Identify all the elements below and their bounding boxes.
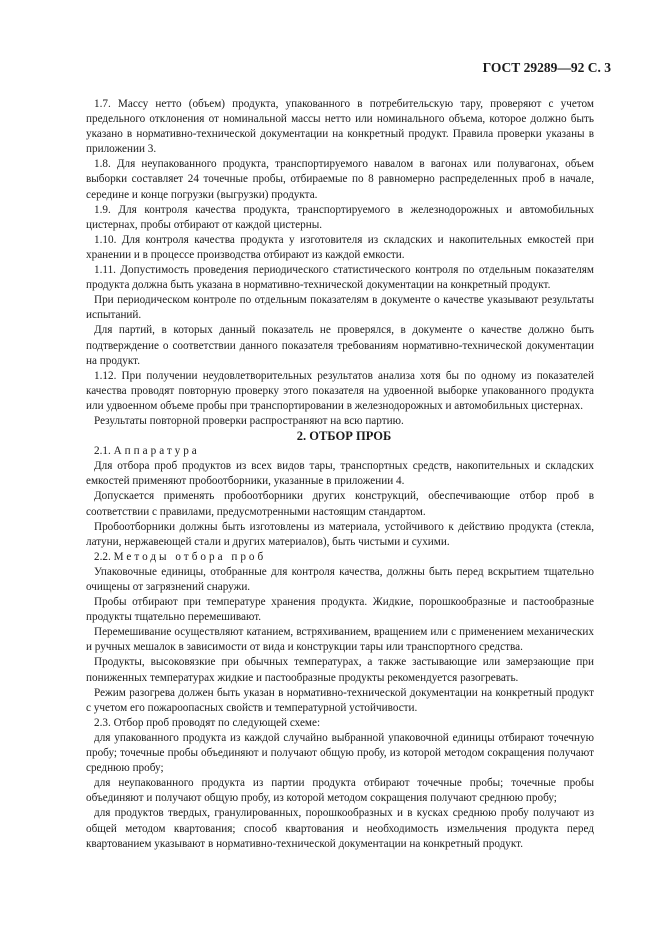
subsection-title: Методы отбора проб bbox=[113, 550, 267, 563]
subsection-number: 2.2. bbox=[94, 550, 114, 563]
paragraph-group-methods bbox=[86, 565, 594, 852]
paragraph: Допускается применять пробоотборники других конструкций, обеспечивающие отбор проб в соответствии с правилами, предусмотренными настоящим стандартом. bbox=[86, 490, 594, 518]
paragraph-group-apparatus bbox=[86, 459, 594, 550]
paragraph: для упакованного продукта из каждой случайно выбранной упаковочной единицы отбирают точечную пробу; точечные пробы объединяют и получают общую пробу, из которой методом сокращения получают среднюю пробу; bbox=[86, 731, 594, 775]
paragraph: Пробы отбирают при температуре хранения продукта. Жидкие, порошкообразные и пастообразные продукты тщательно перемешивают. bbox=[86, 596, 594, 624]
paragraph: При периодическом контроле по отдельным показателям в документе о качестве указывают результаты испытаний. bbox=[86, 294, 594, 322]
page-header: ГОСТ 29289—92 С. 3 bbox=[482, 60, 611, 75]
paragraph: для неупакованного продукта из партии продукта отбирают точечные пробы; точечные пробы объединяют и получают общую пробу, из которой методом сокращения получают среднюю пробу; bbox=[86, 777, 594, 805]
paragraph: 2.3. Отбор проб проводят по следующей схеме: bbox=[94, 716, 321, 729]
paragraph: Упаковочные единицы, отобранные для контроля качества, должны быть перед вскрытием тщательно очищены от загрязнений снаружи. bbox=[86, 565, 594, 593]
paragraph: Пробоотборники должны быть изготовлены из материала, устойчивого к действию продукта (стекла, латуни, нержавеющей стали и других материалов), быть чистыми и сухими. bbox=[86, 520, 594, 548]
subsection-heading-methods bbox=[86, 550, 594, 565]
paragraph-group-general bbox=[86, 97, 594, 429]
paragraph: Для партий, в которых данный показатель не проверялся, в документе о качестве должно быть подтверждение о соответствии данного показателя требованиям нормативно-технической документации на продукт. bbox=[86, 324, 594, 367]
paragraph: Перемешивание осуществляют катанием, встряхиванием, вращением или с применением механических и ручных мешалок в зависимости от вида и конструкции тары или транспортного средства. bbox=[86, 626, 594, 654]
subsection-heading-apparatus bbox=[86, 444, 594, 459]
paragraph: 1.8. Для неупакованного продукта, транспортируемого навалом в вагонах или полувагонах, объем выборки составляет 24 точечные пробы, отбираемые по 8 равномерно распределенных проб в начале, середине и конце погрузки (выгрузки) продукта. bbox=[86, 158, 594, 201]
subsection-title: Аппаратура bbox=[113, 445, 200, 458]
paragraph: 1.12. При получении неудовлетворительных результатов анализа хотя бы по одному из показателей качества проводят повторную проверку этого показателя на удвоенной выборке упакованного продукта или удвоенном объеме пробы при транспортировании в железнодорожных и автомобильных цистернах. bbox=[86, 369, 594, 412]
paragraph: 1.10. Для контроля качества продукта у изготовителя из складских и накопительных емкостей при хранении и в процессе производства отбирают из каждой емкости. bbox=[86, 233, 594, 261]
paragraph: Продукты, высоковязкие при обычных температурах, а также застывающие или замерзающие при пониженных температурах жидкие и пастообразные продукты рекомендуется разогревать. bbox=[86, 656, 594, 684]
paragraph: 1.9. Для контроля качества продукта, транспортируемого в железнодорожных и автомобильных цистернах, пробы отбирают от каждой цистерны. bbox=[86, 203, 594, 231]
paragraph: Режим разогрева должен быть указан в нормативно-технической документации на конкретный продукт с учетом его пожароопасных свойств и температурной устойчивости. bbox=[86, 686, 594, 714]
section-title: 2. ОТБОР ПРОБ bbox=[296, 429, 392, 444]
subsection-number: 2.1. bbox=[94, 445, 114, 458]
paragraph: для продуктов твердых, гранулированных, порошкообразных и в кусках среднюю пробу получают из общей методом квартования; способ квартования и необходимость измельчения продукта перед квартованием указывают в нормативно-технической документации на конкретный продукт. bbox=[86, 807, 594, 850]
paragraph: Результаты повторной проверки распространяют на всю партию. bbox=[94, 414, 404, 427]
paragraph: 1.7. Массу нетто (объем) продукта, упакованного в потребительскую тару, проверяют с учетом предельного отклонения от номинальной массы нетто или номинального объема, которое должно быть указано в нормативно-технической документации на конкретный продукт. Правила проверки указаны в приложении 3. bbox=[86, 98, 594, 156]
paragraph: 1.11. Допустимость проведения периодического статистического контроля по отдельным показателям продукта должна быть указана в нормативно-технической документации на конкретный продукт. bbox=[86, 264, 594, 292]
paragraph: Для отбора проб продуктов из всех видов тары, транспортных средств, накопительных и складских емкостей применяют пробоотборники, указанные в приложении 4. bbox=[86, 460, 594, 488]
document-body bbox=[86, 97, 594, 852]
